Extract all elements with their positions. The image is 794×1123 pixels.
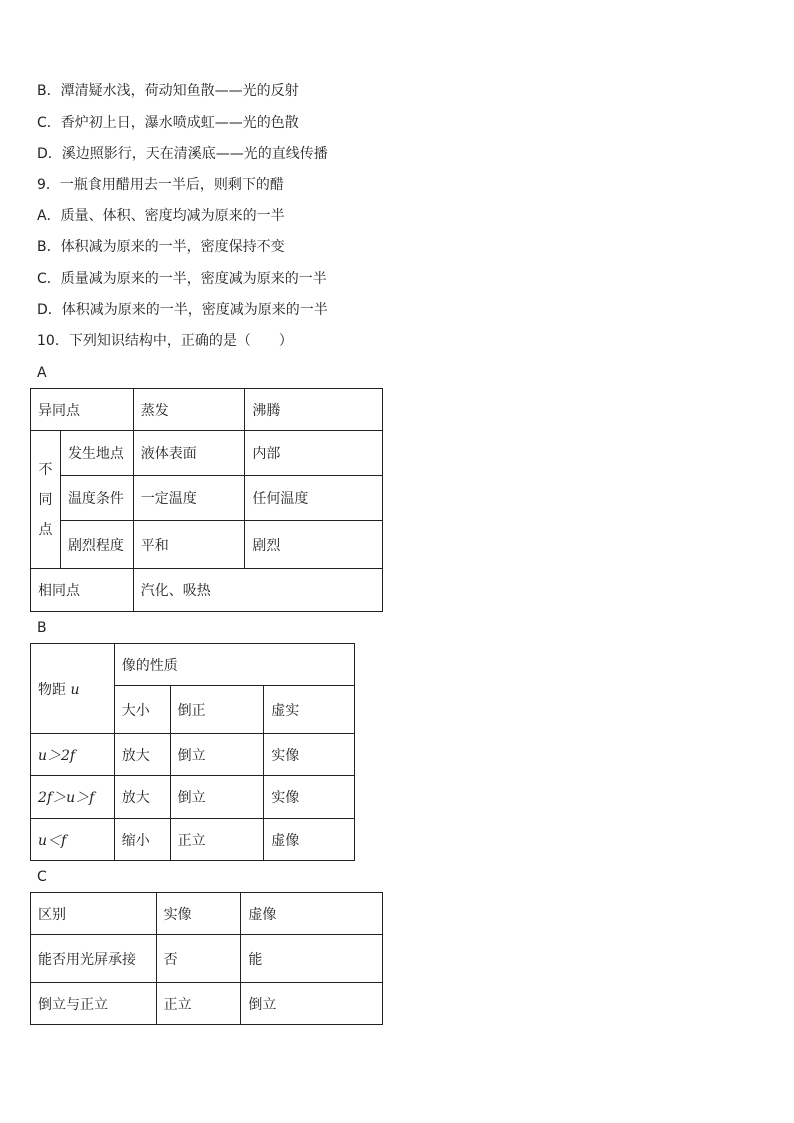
table-c-cell: 倒立 <box>241 983 383 1025</box>
group-char: 同 <box>38 491 53 508</box>
question-10: 10．下列知识结构中，正确的是（ ） <box>37 333 293 349</box>
q9-option-b: B．体积减为原来的一半，密度保持不变 <box>37 239 285 255</box>
table-c-cell: 倒立与正立 <box>31 983 157 1025</box>
table-a-header-cell: 蒸发 <box>133 389 245 431</box>
table-a <box>30 388 383 612</box>
table-c-header-cell: 区别 <box>31 893 157 935</box>
table-a-cell: 平和 <box>133 521 245 569</box>
option-c-line: C．香炉初上日，瀑水喷成虹——光的色散 <box>37 115 299 131</box>
table-a-cell: 液体表面 <box>133 431 245 476</box>
table-c-cell: 否 <box>156 935 241 983</box>
table-a-header-cell: 异同点 <box>31 389 134 431</box>
table-c-cell: 能 <box>241 935 383 983</box>
table-b-cell: 实像 <box>264 734 355 776</box>
table-c <box>30 892 383 1025</box>
table-a-cell: 一定温度 <box>133 476 245 521</box>
table-a-cell: 内部 <box>245 431 383 476</box>
table-b-sub-header: 大小 <box>114 686 170 734</box>
table-c-cell: 正立 <box>156 983 241 1025</box>
table-b-corner <box>31 644 115 734</box>
table-b-sub-header: 虚实 <box>264 686 355 734</box>
option-b-line: B．潭清疑水浅，荷动知鱼散——光的反射 <box>37 83 299 99</box>
q9-option-c: C．质量减为原来的一半，密度减为原来的一半 <box>37 271 327 287</box>
table-b-cell: 放大 <box>114 734 170 776</box>
option-a-label: A <box>37 365 47 381</box>
table-b-condition: u＜f <box>31 819 115 861</box>
table-b-cell: 缩小 <box>114 819 170 861</box>
table-c-header-cell: 虚像 <box>241 893 383 935</box>
question-9: 9．一瓶食用醋用去一半后，则剩下的醋 <box>37 177 284 193</box>
table-b-sub-header: 倒正 <box>170 686 264 734</box>
table-a-cell: 剧烈 <box>245 521 383 569</box>
table-b-cell: 倒立 <box>170 734 264 776</box>
table-a-cell: 任何温度 <box>245 476 383 521</box>
table-b-condition: u＞2f <box>31 734 115 776</box>
table-c-header-cell: 实像 <box>156 893 241 935</box>
table-b-cell: 实像 <box>264 776 355 819</box>
q9-option-d: D．体积减为原来的一半，密度减为原来的一半 <box>37 302 328 318</box>
option-b-label: B <box>37 620 47 636</box>
table-a-same-value: 汽化、吸热 <box>133 569 382 612</box>
table-a-cell: 发生地点 <box>60 431 133 476</box>
table-a-cell: 剧烈程度 <box>60 521 133 569</box>
table-a-header-cell: 沸腾 <box>245 389 383 431</box>
table-b-cell: 放大 <box>114 776 170 819</box>
table-b <box>30 643 355 861</box>
option-d-line: D．溪边照影行，天在清溪底——光的直线传播 <box>37 146 328 162</box>
table-b-cell: 倒立 <box>170 776 264 819</box>
table-a-cell: 温度条件 <box>60 476 133 521</box>
table-b-group-header: 像的性质 <box>114 644 354 686</box>
group-char: 点 <box>38 521 53 538</box>
table-a-same-label: 相同点 <box>31 569 134 612</box>
table-b-cell: 正立 <box>170 819 264 861</box>
option-c-label: C <box>37 869 47 885</box>
group-char: 不 <box>38 461 53 478</box>
table-a-group-label <box>31 431 61 569</box>
table-b-cell: 虚像 <box>264 819 355 861</box>
table-c-cell: 能否用光屏承接 <box>31 935 157 983</box>
q9-option-a: A．质量、体积、密度均减为原来的一半 <box>37 208 285 224</box>
table-b-condition: 2f＞u＞f <box>31 776 115 819</box>
corner-var: u <box>70 681 80 698</box>
corner-label: 物距 <box>38 681 66 698</box>
